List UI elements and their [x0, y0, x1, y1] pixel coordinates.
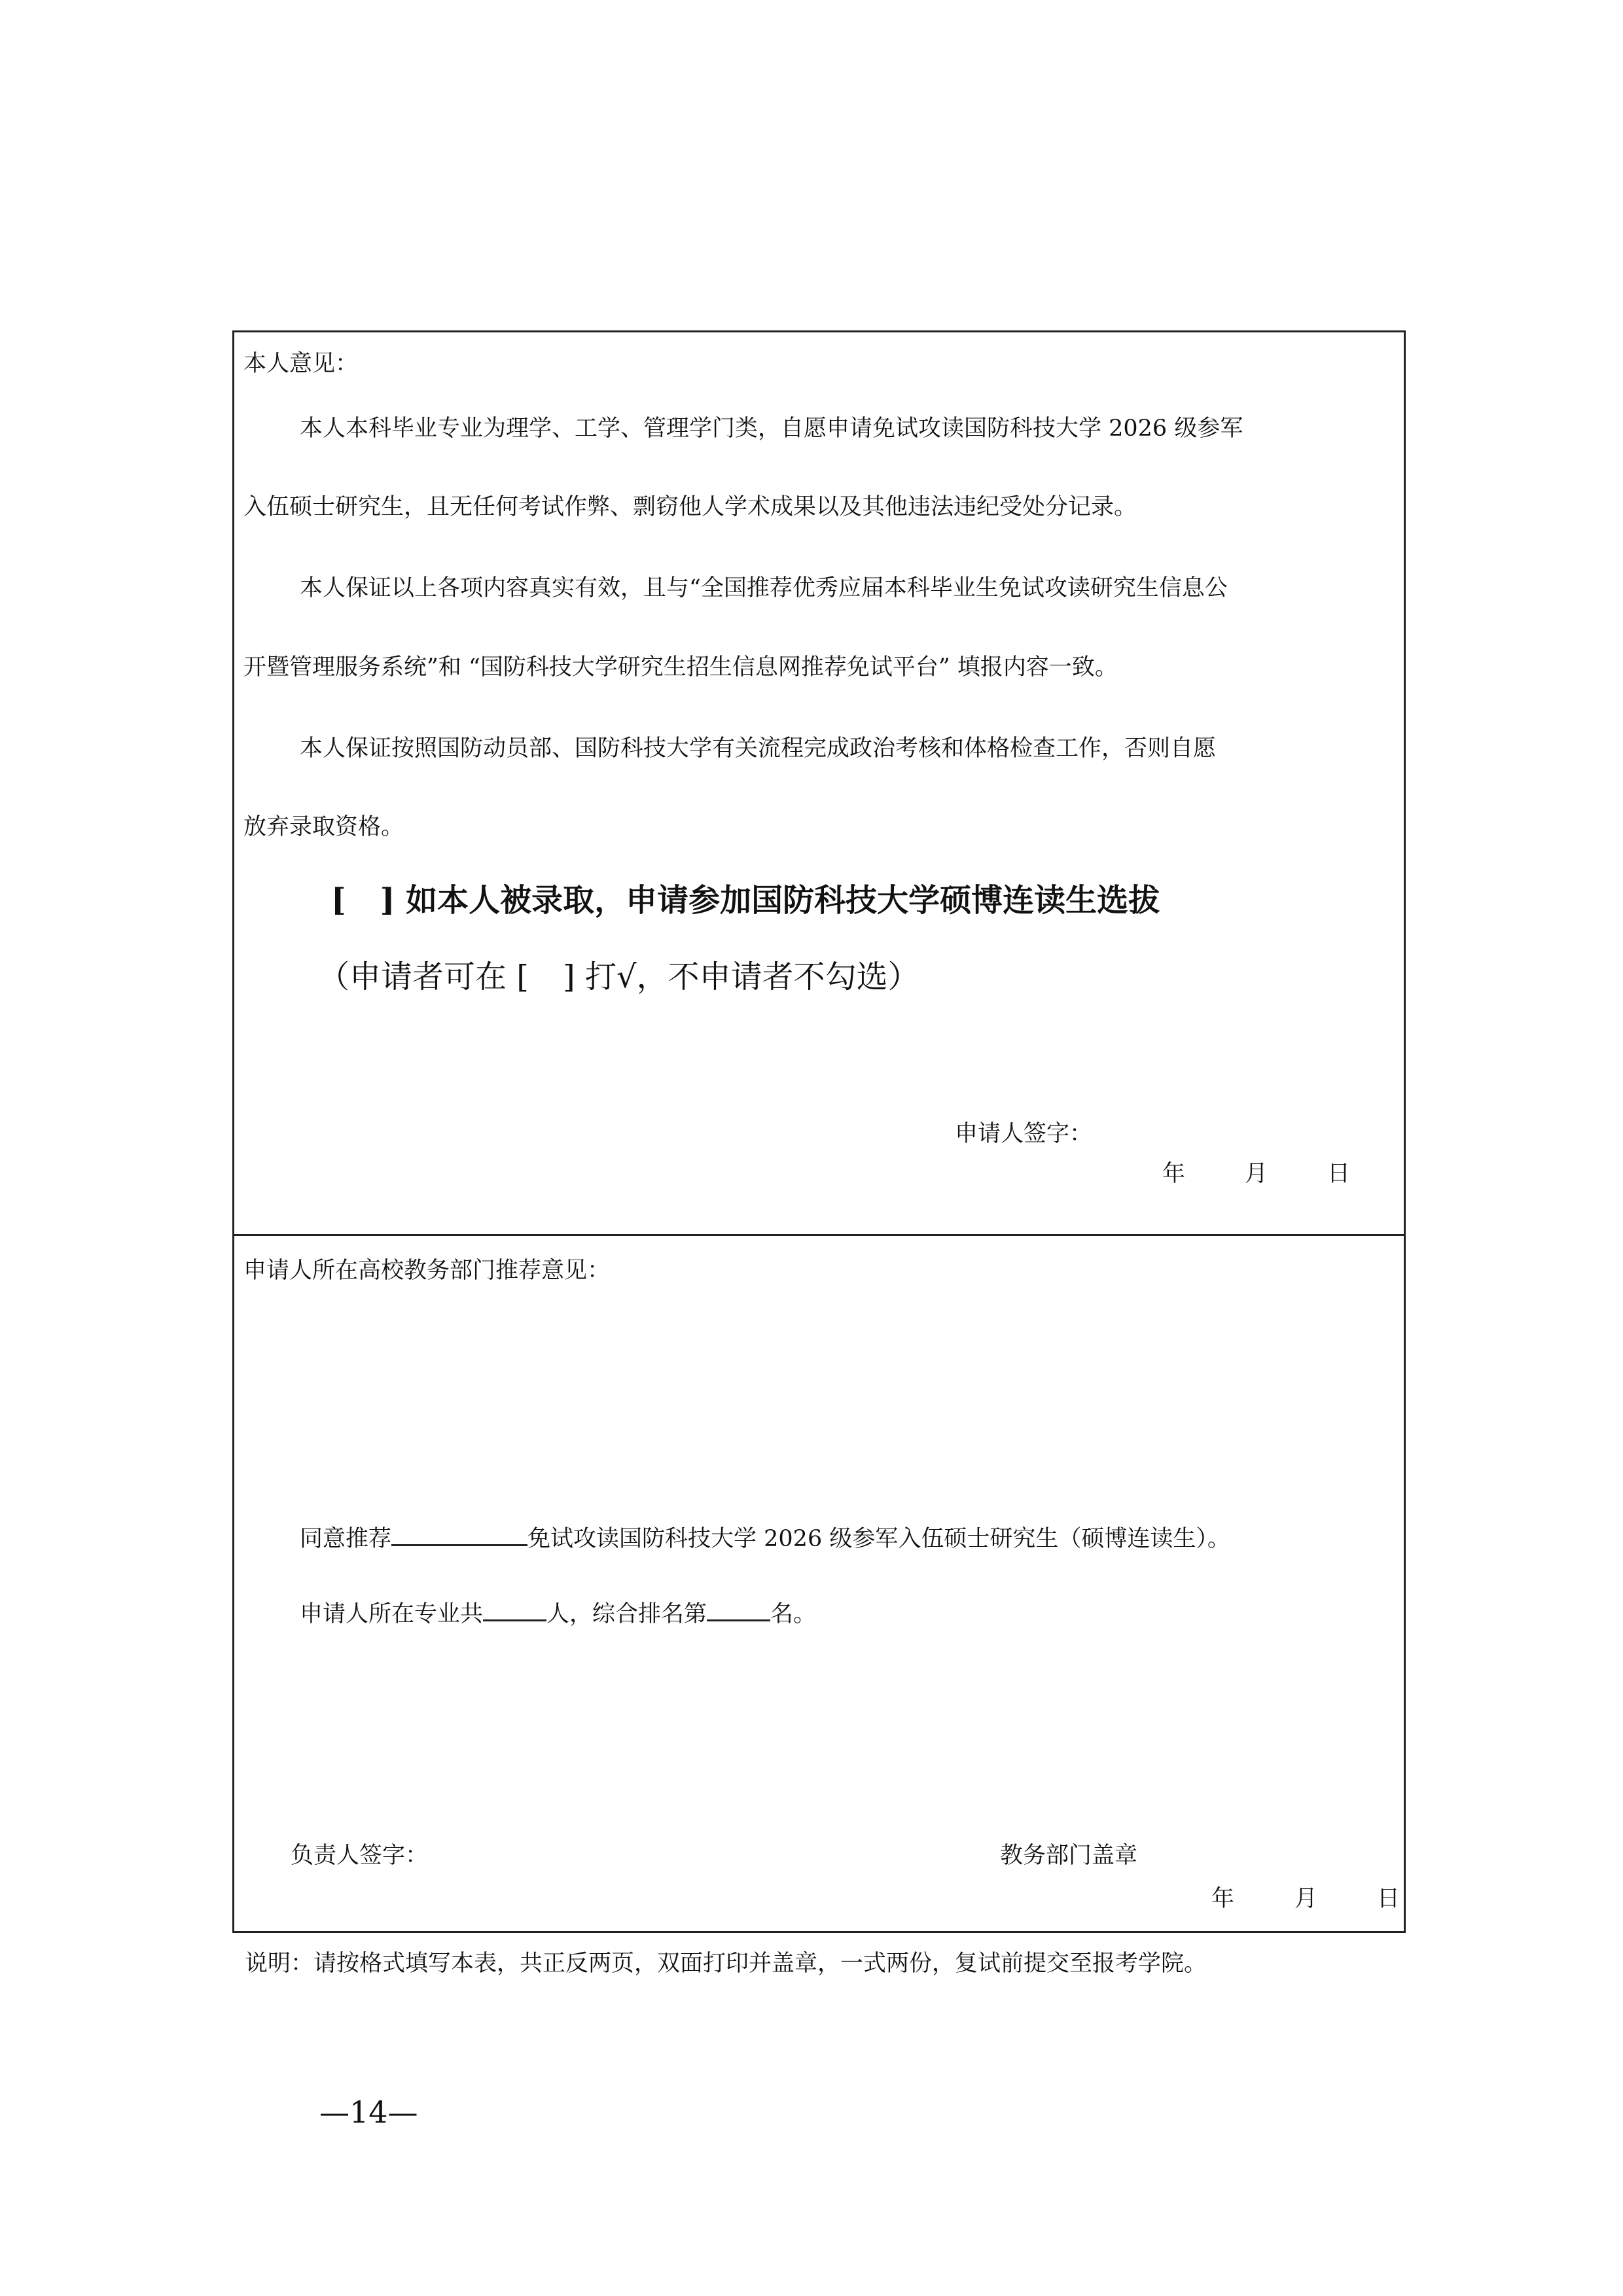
option-text: 如本人被录取，申请参加国防科技大学硕博连读生选拔 [406, 882, 1160, 919]
rank-position-blank[interactable] [707, 1600, 770, 1621]
ranking-text-3: 名。 [770, 1601, 817, 1627]
school-date-day: 日 [1377, 1886, 1400, 1912]
school-opinion-label: 申请人所在高校教务部门推荐意见： [243, 1258, 611, 1284]
option-note-suffix: ] 打√，不申请者不勾选） [563, 959, 919, 995]
major-total-blank[interactable] [483, 1600, 546, 1621]
option-note [318, 957, 919, 997]
ranking-text-1: 申请人所在专业共 [300, 1601, 484, 1627]
self-opinion-label: 本人意见： [243, 351, 359, 377]
self-date-day: 日 [1327, 1161, 1351, 1187]
self-paragraph-3-line-1: 本人保证按照国防动员部、国防科技大学有关流程完成政治考核和体格检查工作，否则自愿 [300, 735, 1217, 762]
school-date-year: 年 [1211, 1886, 1235, 1912]
option-note-prefix: （申请者可在 [ [318, 959, 529, 995]
option-checkbox-open-bracket: [ [331, 882, 346, 919]
self-date-month: 月 [1245, 1161, 1268, 1187]
combined-program-option [331, 881, 1160, 920]
self-paragraph-1-line-1: 本人本科毕业专业为理学、工学、管理学门类，自愿申请免试攻读国防科技大学 2026 级参军 [300, 415, 1243, 442]
applicant-signature-label: 申请人签字： [955, 1121, 1093, 1147]
self-paragraph-2-line-1: 本人保证以上各项内容真实有效，且与“全国推荐优秀应届本科毕业生免试攻读研究生信息公 [300, 575, 1228, 601]
page-number: —14— [319, 2094, 418, 2130]
recommend-line [300, 1525, 1230, 1553]
self-date-year: 年 [1162, 1161, 1186, 1187]
self-paragraph-1-line-2: 入伍硕士研究生，且无任何考试作弊、剽窃他人学术成果以及其他违法违纪受处分记录。 [243, 494, 1137, 520]
recommended-name-blank[interactable] [391, 1525, 527, 1546]
recommend-prefix: 同意推荐 [300, 1526, 392, 1552]
section-divider [234, 1234, 1404, 1236]
option-checkbox-close-bracket: ] [380, 882, 395, 919]
self-paragraph-2-line-2: 开暨管理服务系统”和 “国防科技大学研究生招生信息网推荐免试平台” 填报内容一致。 [243, 654, 1118, 680]
ranking-text-2: 人，综合排名第 [546, 1601, 707, 1627]
ranking-line [300, 1600, 816, 1629]
school-date-month: 月 [1294, 1886, 1318, 1912]
seal-label: 教务部门盖章 [1000, 1843, 1138, 1869]
footer-note: 说明：请按格式填写本表，共正反两页，双面打印并盖章，一式两份，复试前提交至报考学院。 [245, 1951, 1207, 1977]
recommend-suffix: 免试攻读国防科技大学 2026 级参军入伍硕士研究生（硕博连读生）。 [527, 1526, 1230, 1552]
application-form-table [232, 330, 1406, 1933]
responsible-signature-label: 负责人签字： [291, 1843, 429, 1869]
self-paragraph-3-line-2: 放弃录取资格。 [243, 814, 404, 840]
